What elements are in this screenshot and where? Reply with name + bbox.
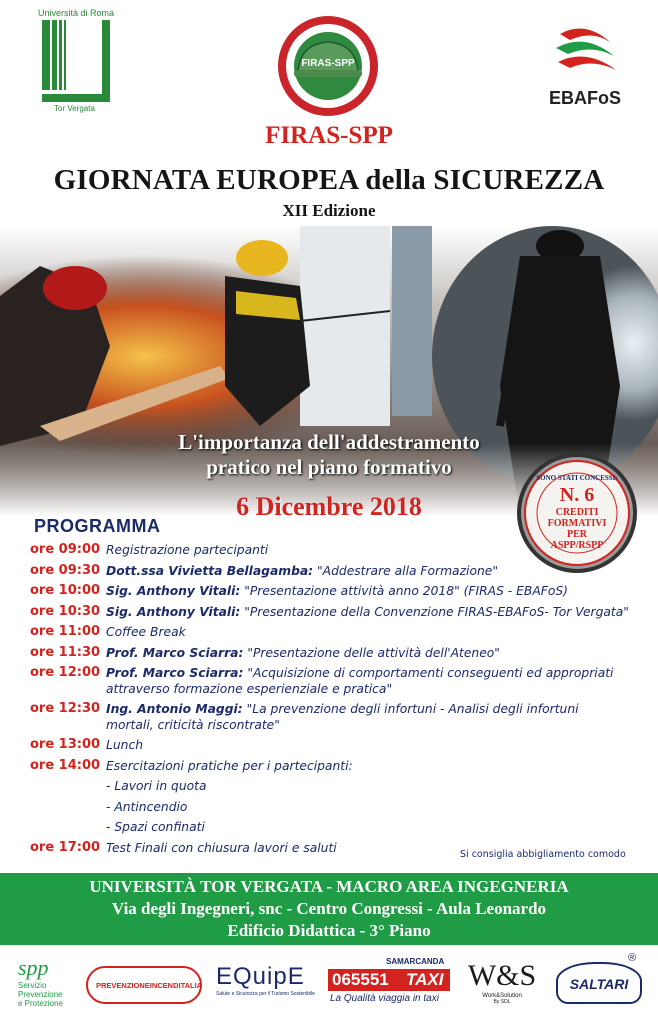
- subtitle-line-2: pratico nel piano formativo: [206, 455, 452, 479]
- practice-item: - Antincendio: [106, 799, 188, 814]
- saltari-registered: ®: [628, 952, 637, 964]
- ws-tagline: Work&Solution: [482, 993, 522, 999]
- item-desc-cont: attraverso formazione esperienziale e pratica": [106, 681, 393, 696]
- program-item: [30, 602, 650, 623]
- item-time: ore 10:30: [30, 603, 101, 619]
- dress-code-note: Si consiglia abbigliamento comodo: [460, 849, 626, 860]
- item-desc: "Presentazione delle attività dell'Ateneo": [243, 645, 500, 660]
- ws-by: By SDL: [493, 999, 511, 1005]
- saltari-name: SALTARI: [569, 976, 629, 992]
- ws-mark: W&S: [467, 959, 537, 992]
- item-speaker: Ing. Antonio Maggi:: [106, 702, 243, 716]
- spp-mark: spp: [18, 955, 49, 980]
- program-item: [30, 561, 650, 582]
- spp-text-2: Prevenzione: [18, 990, 63, 999]
- item-desc: "Presentazione attività anno 2018" (FIRAS - EBAFoS): [240, 584, 568, 598]
- practice-item: - Spazi confinati: [106, 820, 205, 834]
- item-speaker: Prof. Marco Sciarra:: [106, 645, 244, 660]
- tor-vergata-university-label: Università di Roma: [38, 8, 115, 18]
- item-time: ore 17:00: [30, 839, 101, 855]
- item-time: ore 09:30: [30, 562, 101, 578]
- item-time: ore 14:00: [30, 757, 101, 773]
- item-speaker: Sig. Anthony Vitali:: [106, 604, 241, 619]
- program-item: [30, 581, 650, 602]
- item-speaker: Dott.ssa Vivietta Bellagamba:: [106, 563, 314, 578]
- item-time: ore 10:00: [30, 583, 101, 598]
- seal-per: PER: [567, 529, 587, 540]
- equipe-name: EQuipE: [216, 963, 305, 990]
- item-desc: "Presentazione della Convenzione FIRAS-EBAFoS- Tor Vergata": [240, 604, 629, 619]
- item-speaker: Sig. Anthony Vitali:: [106, 584, 241, 598]
- item-desc: Registrazione partecipanti: [106, 543, 269, 557]
- item-speaker: Prof. Marco Sciarra:: [106, 666, 244, 680]
- sponsor-equipe: [216, 955, 322, 997]
- sponsor-ws: [464, 955, 540, 1005]
- item-time: ore 09:00: [30, 542, 101, 557]
- seal-formativi: FORMATIVI: [547, 518, 607, 529]
- ebafos-name: EBAFoS: [549, 88, 621, 108]
- item-desc: "Addestrare alla Formazione": [313, 563, 499, 578]
- samarcanda-number-box: [328, 969, 450, 991]
- seal-aspp-rspp: ASPP/RSPP: [550, 540, 604, 551]
- sponsor-spp: [18, 955, 68, 1017]
- program-list: [30, 540, 650, 858]
- item-desc-cont: mortali, criticità riscontrate": [106, 717, 280, 732]
- sponsor-prevenzione-incendi: [86, 966, 202, 1004]
- samarcanda-number: 065551: [332, 970, 389, 989]
- item-time: ore 13:00: [30, 737, 101, 752]
- venue-line-2: Via degli Ingegneri, snc - Centro Congressi - Aula Leonardo: [111, 899, 547, 918]
- prevenzione-text: PREVENZIONEINCENDITALIA: [96, 981, 203, 990]
- item-time: ore 12:00: [30, 665, 101, 680]
- program-item: [30, 643, 650, 664]
- subtitle-line-1: L'importanza dell'addestramento: [178, 430, 480, 454]
- program-item: [30, 540, 650, 561]
- item-time: ore 12:30: [30, 701, 101, 716]
- seal-credits: CREDITI: [555, 507, 599, 518]
- item-time: ore 11:30: [30, 644, 101, 660]
- spp-text-3: e Protezione: [18, 999, 63, 1008]
- program-item: [30, 735, 650, 756]
- badge-text: FIRAS-SPP: [301, 58, 355, 69]
- program-item: [30, 622, 650, 643]
- spp-text-1: Servizio: [18, 981, 47, 990]
- practice-item: - Lavori in quota: [106, 779, 207, 793]
- item-desc: Lunch: [106, 738, 143, 752]
- event-title: GIORNATA EUROPEA della SICUREZZA: [53, 164, 605, 196]
- item-desc: Test Finali con chiusura lavori e saluti: [106, 840, 337, 855]
- item-time: ore 11:00: [30, 624, 101, 639]
- firas-helmet-rosette-logo: [276, 14, 380, 118]
- event-date: 6 Dicembre 2018: [236, 492, 422, 521]
- venue-line-3: Edificio Didattica - 3° Piano: [227, 921, 431, 940]
- samarcanda-brand: SAMARCANDA: [386, 957, 445, 966]
- tor-vergata-name: Tor Vergata: [54, 104, 95, 113]
- equipe-tagline: Salute e Sicurezza per il Turismo Sostenibile: [216, 991, 315, 997]
- edition-label: XII Edizione: [282, 201, 376, 220]
- samarcanda-taxi: TAXI: [406, 970, 444, 989]
- program-title: PROGRAMMA: [34, 516, 161, 536]
- program-item: [30, 756, 650, 777]
- item-desc: "La prevenzione degli infortuni - Analisi degli infortuni: [242, 702, 579, 716]
- seal-count: N. 6: [559, 484, 595, 506]
- item-desc: Esercitazioni pratiche per i partecipanti:: [106, 758, 353, 773]
- sponsor-saltari: [556, 962, 642, 1004]
- tor-vergata-logo: [40, 12, 112, 114]
- venue-line-1: UNIVERSITÀ TOR VERGATA - MACRO AREA INGEGNERIA: [89, 877, 569, 896]
- item-desc: "Acquisizione di comportamenti conseguenti ed appropriati: [243, 666, 614, 680]
- seal-header: SONO STATI CONCESSI:: [536, 474, 618, 482]
- organization-title: FIRAS-SPP: [265, 122, 393, 149]
- item-desc: Coffee Break: [106, 625, 186, 639]
- samarcanda-slogan: La Qualità viaggia in taxi: [330, 993, 439, 1004]
